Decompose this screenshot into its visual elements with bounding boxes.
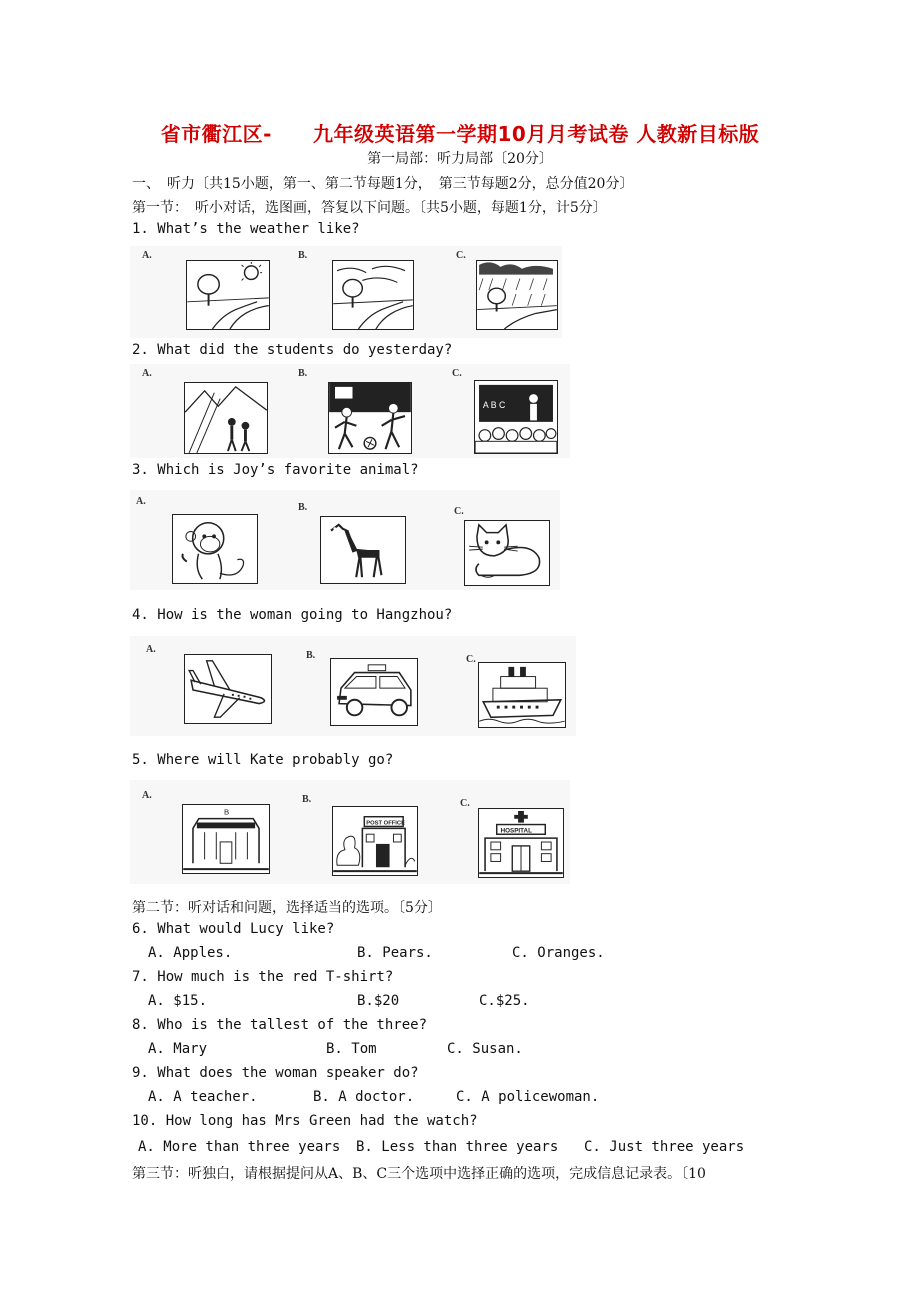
q3-option-c: C. [454,506,464,517]
section-intro: 一、 听力〔共15小题，第一、第二节每题1分， 第三节每题2分，总分值20分〕 [132,176,634,192]
q1-option-a: A. [142,250,152,261]
giraffe-icon[interactable] [320,516,406,584]
question-2: 2. What did the students do yesterday? [132,342,453,358]
question-8: 8. Who is the tallest of the three? [132,1017,428,1033]
q9-option-b[interactable]: B. A doctor. [313,1089,415,1105]
q10-option-b[interactable]: B. Less than three years [356,1139,559,1155]
q1-option-b: B. [298,250,308,261]
section1-heading: 第一节： 听小对话，选图画，答复以下问题。〔共5小题，每题1分，计5分〕 [132,200,607,216]
hospital-icon[interactable] [478,808,564,878]
q5-option-a: A. [142,790,152,801]
q10-option-c[interactable]: C. Just three years [584,1139,745,1155]
q8-option-b[interactable]: B. Tom [326,1041,377,1057]
q7-option-c[interactable]: C.$25. [479,993,530,1009]
q5-option-c: C. [460,798,470,809]
classroom-scene-icon[interactable] [474,380,558,454]
classroom-board-text: A B C [482,400,506,411]
airplane-icon[interactable] [184,654,272,724]
q8-option-c[interactable]: C. Susan. [447,1041,523,1057]
q2-option-b: B. [298,368,308,379]
q4-option-a: A. [146,644,156,655]
post-office-sign-text: POST OFFICE [366,820,406,827]
cat-icon[interactable] [464,520,550,586]
part1-heading: 第一局部：听力局部〔20分〕 [367,151,553,167]
q9-option-c[interactable]: C. A policewoman. [456,1089,600,1105]
sunny-scene-icon[interactable] [186,260,270,330]
q6-option-c[interactable]: C. Oranges. [512,945,605,961]
taxi-icon[interactable] [330,658,418,726]
q6-option-b[interactable]: B. Pears. [357,945,433,961]
q6-option-a[interactable]: A. Apples. [148,945,233,961]
q2-option-c: C. [452,368,462,379]
q5-option-b: B. [302,794,312,805]
bank-icon[interactable] [182,804,270,874]
question-3: 3. Which is Joy’s favorite animal? [132,462,419,478]
question-6: 6. What would Lucy like? [132,921,335,937]
question-5: 5. Where will Kate probably go? [132,752,394,768]
question-9: 9. What does the woman speaker do? [132,1065,419,1081]
q7-option-a[interactable]: A. $15. [148,993,208,1009]
rainy-scene-icon[interactable] [476,260,558,330]
q1-option-c: C. [456,250,466,261]
q2-option-a: A. [142,368,152,379]
post-office-icon[interactable] [332,806,418,876]
hiking-scene-icon[interactable] [184,382,268,454]
q3-option-b: B. [298,502,308,513]
question-10: 10. How long has Mrs Green had the watch? [132,1113,478,1129]
q4-option-c: C. [466,654,476,665]
section2-heading: 第二节：听对话和问题，选择适当的选项。〔5分〕 [132,900,442,916]
question-4: 4. How is the woman going to Hangzhou? [132,607,453,623]
q3-option-a: A. [136,496,146,507]
windy-scene-icon[interactable] [332,260,414,330]
q4-option-b: B. [306,650,316,661]
q9-option-a[interactable]: A. A teacher. [148,1089,258,1105]
hospital-sign-text: HOSPITAL [500,827,532,835]
question-7: 7. How much is the red T-shirt? [132,969,394,985]
football-scene-icon[interactable] [328,382,412,454]
bank-sign-text: B [224,807,230,817]
q7-option-b[interactable]: B.$20 [357,993,400,1009]
q10-option-a[interactable]: A. More than three years [138,1139,341,1155]
question-1: 1. What’s the weather like? [132,221,360,237]
q8-option-a[interactable]: A. Mary [148,1041,208,1057]
monkey-icon[interactable] [172,514,258,584]
section3-heading: 第三节：听独白，请根据提问从A、B、C三个选项中选择正确的选项，完成信息记录表。〔10 [132,1166,706,1182]
ship-icon[interactable] [478,662,566,728]
exam-title: 省市衢江区- 九年级英语第一学期10月月考试卷 人教新目标版 [160,122,760,146]
